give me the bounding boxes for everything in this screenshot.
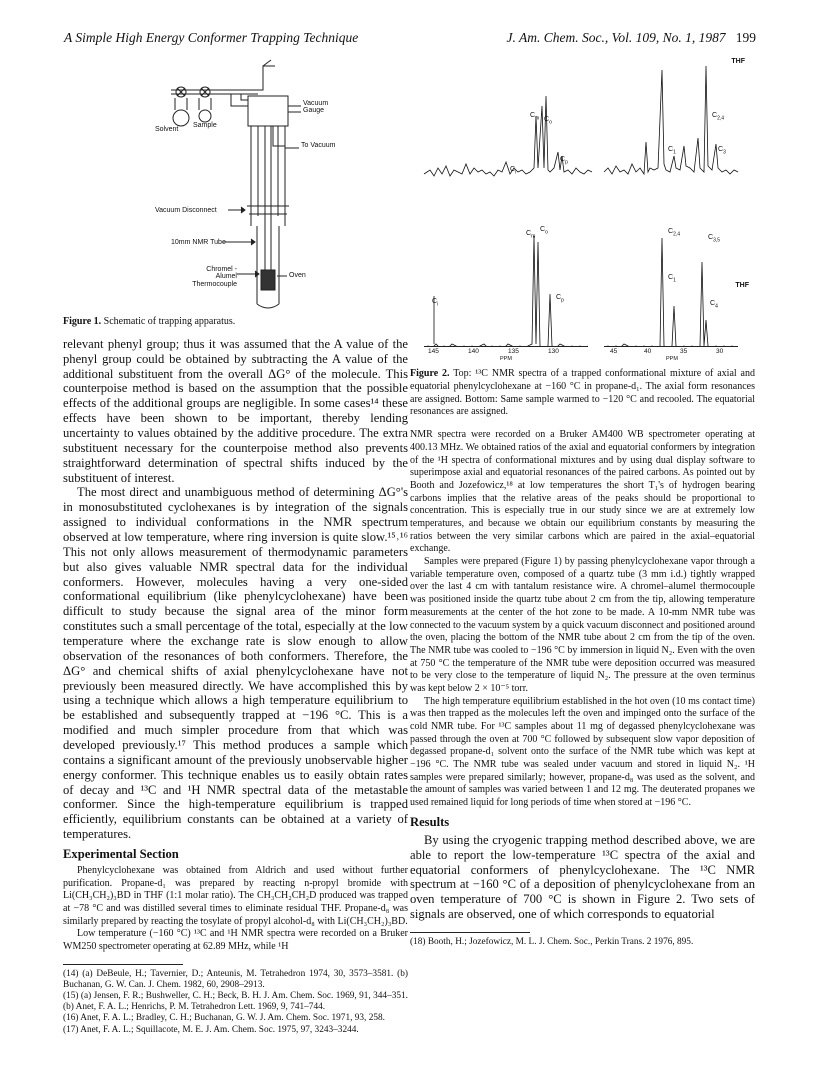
tick-label: 145 <box>428 348 439 355</box>
reference: (16) Anet, F. A. L.; Bradley, C. H.; Buchanan, G. W. J. Am. Chem. Soc. 1971, 93, 258. <box>63 1013 385 1024</box>
figure-1-caption-label: Figure 1. <box>63 316 102 327</box>
peak-label-cm-top: $C_m$ <box>530 112 540 122</box>
label-vacuum-gauge: Vacuum Gauge <box>303 100 329 115</box>
section-heading-experimental: Experimental Section <box>63 847 179 862</box>
axis-unit-right: PPM <box>666 356 678 362</box>
paragraph: Samples were prepared (Figure 1) by passing phenylcyclohexane vapor through a variable temperature oven, composed of a quartz tube (3 mm i.d.) tightly wrapped over the last 4 cm with tantalum resistance wire. A chromel–alumel thermocouple was positioned inside the quartz tube about 2 cm from the tip, allowing temperature measurements at the center of the hot zone to be made. A 10-mm NMR tube was connected to the vacuum system by a quick vacuum disconnect and positioned around the oven, placing the bottom of the NMR tube about 2 cm from the tip of the oven. The NMR tube was cooled to −196 °C by immersion in liquid N₂. Even with the oven at 750 °C the temperature of the NMR tube were deposition occurred was measured to be very close to the temperature of liquid N₂. The pressure at the oven terminus was kept below 2 × 10⁻⁵ torr. <box>410 556 755 694</box>
tick-label: 30 <box>716 348 724 355</box>
figure-2-caption-label: Figure 2. <box>410 368 450 379</box>
peak-label-co-top: $C_o$ <box>544 116 552 126</box>
figure-1 <box>63 56 408 314</box>
paragraph: The high temperature equilibrium established in the hot oven (10 ms contact time) was then trapped as the molecules left the oven and impinged onto the surface of the cold NMR tube. For ¹³C samples about 11 mg of degassed phenylcyclohexane was passed through the oven at 700 °C followed by subsequent slow vapor deposition of degassed propane-d₁ solvent onto the surface of the NMR tube which was kept at −196 °C. The NMR tube was sealed under vacuum and stored in liquid N₂. ¹H samples were prepared similarly; however, propane-d₈ was used as the solvent, and the amount of samples was varied between 1 and 12 mg. The deuterated propanes we used remained liquid for long periods of time when stored at −196 °C. <box>410 695 755 809</box>
right-column <box>410 56 755 948</box>
paragraph: By using the cryogenic trapping method described above, we are able to report the low-temperature ¹³C spectra of the axial and equatorial conformers of phenylcyclohexane. The ¹³C NMR spectrum at −160 °C of a deposition of phenylcyclohexane from an oven temperature of 700 °C is shown in Figure 2. Two sets of signals are observed, one of which corresponds to equatorial <box>410 832 755 922</box>
reference: (14) (a) DeBeule, H.; Tavernier, D.; Anteunis, M. Tetrahedron 1974, 30, 3573–3581. (b) Buchanan, G. W. Can. J. Chem. 1982, 60, 2908–2913. <box>63 968 408 990</box>
peak-label-thf-top: THF <box>731 58 745 65</box>
tick-label: 140 <box>468 348 479 355</box>
label-thermocouple: Chromel - Alumel Thermocouple <box>192 266 237 288</box>
page-number: 199 <box>735 30 756 45</box>
label-vacuum-disconnect: Vacuum Disconnect <box>155 207 217 214</box>
axis-line-aromatic <box>424 346 588 347</box>
peak-label-ci-top: $C_i$ <box>510 166 517 176</box>
running-title: A Simple High Energy Conformer Trapping Technique <box>64 30 359 45</box>
ppm-axes <box>410 346 755 366</box>
nmr-spectra <box>410 56 755 346</box>
figure-1-caption-text: Schematic of trapping apparatus. <box>103 316 236 327</box>
reference: (17) Anet, F. A. L.; Squillacote, M. E. J. Am. Chem. Soc. 1975, 97, 3243–3244. <box>63 1024 359 1035</box>
journal-citation <box>507 30 757 46</box>
bottom-aromatic-trace <box>424 236 588 346</box>
label-solvent: Solvent <box>155 126 179 133</box>
peak-label-c24-top: $C_{2,4}$ <box>712 112 725 122</box>
paragraph: Phenylcyclohexane was obtained from Aldrich and used without further purification. Propane-d₁ was prepared by reacting n-propyl bromide with Li(CH₃CH₂)₃BD in THF (1:1 molar ratio). The CH₃CH₂CH₂D produced was trapped at −78 °C and was distilled several times to eliminate residual THF. Propane-d₈ was similarly prepared by reacting the tosylate of propyl alcohol-d₈ with Li(CH₃CH₂)₃BD. <box>63 865 408 927</box>
paragraph: The most direct and unambiguous method of determining ΔG°'s in monosubstituted cyclohexanes is by integration of the signals assigned to individual conformations in the NMR spectrum observed at low temperature, where ring inversion is quite slow.¹⁵˒¹⁶ This not only allows measurement of thermodynamic parameters but also gives valuable NMR spectral data for the individual conformers. However, molecules having a very one-sided conformational equilibrium (like phenylcyclohexane) have been difficult to study because the signal area of the minor form constitutes such a small percentage of the total, especially at the low temperature where the exchange rate is slow enough to allow observation of the resonances of both conformers. Therefore, the ΔG° and chemical shifts of axial phenylcyclohexane have not previously been measured directly. We have accomplished this by using a technique which allows a high temperature equilibrium to be established and subsequently trapped at −196 °C. This is a modified and much simpler procedure from that which was developed previously.¹⁷ This method produces a sample which contains a significant amount of the previously unobservable higher energy conformer. This technique enables us to easily obtain rates of decay and ¹³C and ¹H NMR spectral data of the metastable conformer. Since the high-temperature equilibrium is trapped efficiently, equilibrium constants can be obtained at a variety of temperatures. <box>63 485 408 842</box>
tick-label: 135 <box>508 348 519 355</box>
paragraph: Low temperature (−160 °C) ¹³C and ¹H NMR spectra were recorded on a Bruker WM250 spectrometer operating at 62.89 MHz, while ¹H <box>63 928 408 953</box>
peak-label-cp-top: $C_p$ <box>560 156 568 166</box>
figure-2-caption <box>410 368 755 419</box>
journal-name: J. Am. Chem. Soc., <box>506 30 609 45</box>
footnote-divider <box>410 932 530 933</box>
axis-unit-left: PPM <box>500 356 512 362</box>
reference: (18) Booth, H.; Jozefowicz, M. L. J. Chem. Soc., Perkin Trans. 2 1976, 895. <box>410 936 694 947</box>
footnote-divider <box>63 964 183 965</box>
peak-label-ci-bottom: $C_i$ <box>432 298 439 308</box>
peak-label-c1-top: $C_1$ <box>668 146 676 156</box>
label-nmr-tube: 10mm NMR Tube <box>171 239 226 246</box>
peak-label-c24-bottom: $C_{2,4}$ <box>668 228 681 238</box>
axis-line-aliphatic <box>604 346 738 347</box>
peak-label-c1-bottom: $C_1$ <box>668 274 676 284</box>
bottom-aliphatic-trace <box>604 238 736 346</box>
figure-1-caption <box>63 316 408 329</box>
peak-label-c35-bottom: $C_{3,5}$ <box>708 234 721 244</box>
label-oven: Oven <box>289 272 306 279</box>
figure-2-caption-text: Top: ¹³C NMR spectra of a trapped conformational mixture of axial and equatorial phenylcyclohexane at −160 °C in propane-d₁. The axial form resonances are assigned. Bottom: Same sample warmed to −120 °C and recooled. The equatorial resonances are assigned. <box>410 368 755 418</box>
reference: (15) (a) Jensen, F. R.; Bushweller, C. H.; Beck, B. H. J. Am. Chem. Soc. 1969, 91, 344–351. (b) Anet, F. A. L.; Henrichs, P. M. Tetrahedron Lett. 1969, 9, 741–744. <box>63 991 408 1013</box>
peak-label-c3-top: $C_3$ <box>718 146 726 156</box>
peak-label-co-bottom: $C_o$ <box>540 226 548 236</box>
references-left <box>63 969 408 1036</box>
label-to-vacuum: To Vacuum <box>301 142 336 149</box>
section-heading-results: Results <box>410 814 450 829</box>
left-column <box>63 56 408 1036</box>
tick-label: 40 <box>644 348 652 355</box>
tick-label: 35 <box>680 348 688 355</box>
references-right <box>410 937 755 948</box>
label-sample: Sample <box>193 122 217 129</box>
paragraph: NMR spectra were recorded on a Bruker AM400 WB spectrometer operating at 400.13 MHz. We obtained ratios of the axial and equatorial conformers by integration of the ¹H spectra of conformational mixtures and by using dual display software to superimpose axial and equatorial resonances of the paired carbons. As pointed out by Booth and Jozefowicz,¹⁸ at low temperatures the short T₁'s of hydrogen bearing carbons implies that the relative areas of the peaks should be proportional to concentration. This is especially true in our study since we are at extremely low temperatures, and because we obtain our equilibrium constants by measuring the ratios between the very similar carbons which are paired in the axial–equatorial exchange. <box>410 429 755 555</box>
peak-label-cp-bottom: $C_p$ <box>556 294 564 304</box>
journal-volume: Vol. 109, No. 1, 1987 <box>611 30 726 45</box>
paragraph: relevant phenyl group; thus it was assumed that the A value of the phenyl group could be obtained by subtracting the A value of the additional substituent from the overall ΔG° of the molecule. This counterpoise method is based on the assumption that the possible effects of the additional groups are negligible. In some cases¹⁴ these effects have been shown to be important, thereby lending uncertainty to values obtained by the additive procedure. The extra substituent necessary for the counterpoise method also prevents straightforward determination of spectral shifts induced by the substituent of interest. <box>63 336 408 485</box>
peak-label-thf-bottom: THF <box>735 282 749 289</box>
figure-2-spectra <box>410 56 755 346</box>
tick-label: 45 <box>610 348 618 355</box>
tick-label: 130 <box>548 348 559 355</box>
peak-label-c4-bottom: $C_4$ <box>710 300 718 310</box>
peak-label-cm-bottom: $C_m$ <box>526 230 536 240</box>
